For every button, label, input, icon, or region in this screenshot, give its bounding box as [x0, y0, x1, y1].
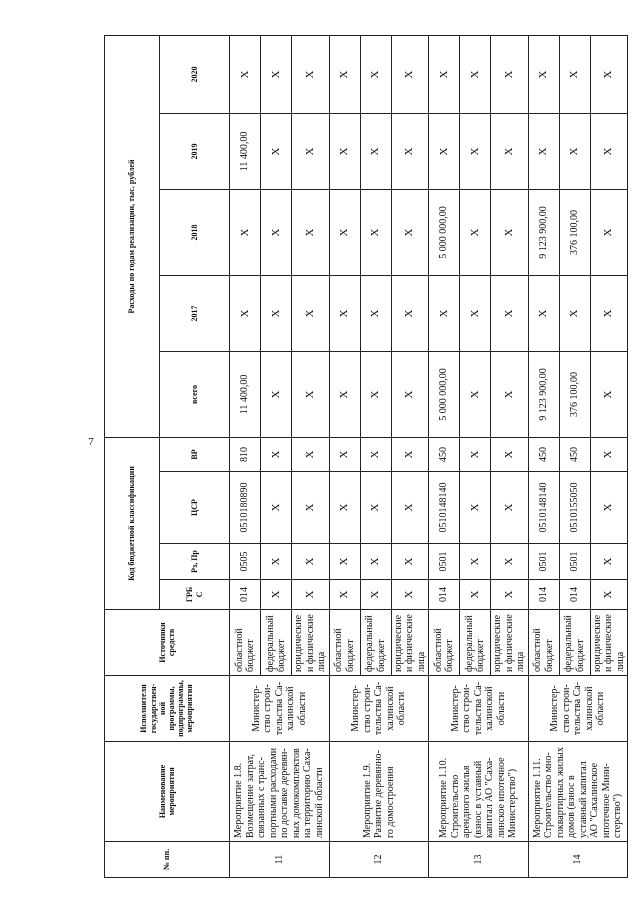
y2017-cell: X — [460, 275, 491, 351]
y2020-cell: X — [460, 35, 491, 113]
rzpr-cell: X — [292, 544, 330, 580]
y2020-cell: X — [261, 35, 292, 113]
header-2017: 2017 — [160, 275, 230, 351]
total-cell: X — [391, 351, 429, 437]
source-cell: юридические и физические лица — [391, 610, 429, 676]
source-cell: областной бюджет — [429, 610, 460, 676]
grbs-cell: 014 — [429, 580, 460, 610]
y2019-cell: X — [292, 113, 330, 189]
y2018-cell: X — [590, 189, 628, 275]
table-body — [230, 35, 628, 877]
source-cell: областной бюджет — [528, 610, 559, 676]
rzpr-cell: X — [460, 544, 491, 580]
y2017-cell: X — [391, 275, 429, 351]
source-cell: федеральный бюджет — [261, 610, 292, 676]
table-row — [329, 35, 360, 877]
y2020-cell: X — [590, 35, 628, 113]
csr-cell: X — [360, 472, 391, 544]
page-number: 7 — [88, 436, 94, 448]
grbs-cell: X — [360, 580, 391, 610]
header-rzpr: Рз, Пр — [160, 544, 230, 580]
grbs-cell: 014 — [528, 580, 559, 610]
grbs-cell: X — [590, 580, 628, 610]
y2020-cell: X — [559, 35, 590, 113]
y2017-cell: X — [329, 275, 360, 351]
rzpr-cell: X — [590, 544, 628, 580]
y2018-cell: X — [230, 189, 261, 275]
y2017-cell: X — [590, 275, 628, 351]
header-code-group: Код бюджетной классификации — [105, 437, 160, 609]
vr-cell: X — [329, 437, 360, 471]
vr-cell: 810 — [230, 437, 261, 471]
rzpr-cell: X — [329, 544, 360, 580]
vr-cell: 450 — [429, 437, 460, 471]
csr-cell: X — [292, 472, 330, 544]
y2020-cell: X — [391, 35, 429, 113]
grbs-cell: X — [391, 580, 429, 610]
y2017-cell: X — [261, 275, 292, 351]
table-wrapper — [104, 36, 626, 878]
grbs-cell: X — [460, 580, 491, 610]
csr-cell: X — [460, 472, 491, 544]
total-cell: 5 000 000,00 — [429, 351, 460, 437]
source-cell: областной бюджет — [329, 610, 360, 676]
vr-cell: 450 — [559, 437, 590, 471]
header-2018: 2018 — [160, 189, 230, 275]
y2019-cell: X — [391, 113, 429, 189]
header-num: № пп. — [105, 842, 230, 878]
y2018-cell: X — [491, 189, 529, 275]
source-cell: областной бюджет — [230, 610, 261, 676]
header-expenses-group: Расходы по годам реализации, тыс. рублей — [105, 35, 160, 437]
measure-name-cell: Мероприятие 1.11. Строительство мно-гоквартирных жилых домов (взнос в уставный капитал АО "Сахалинское ипотечное Мини-стерство") — [528, 742, 628, 842]
grbs-cell: 014 — [230, 580, 261, 610]
csr-cell: X — [329, 472, 360, 544]
total-cell: X — [360, 351, 391, 437]
y2017-cell: X — [559, 275, 590, 351]
grbs-cell: X — [329, 580, 360, 610]
table-row — [528, 35, 559, 877]
row-number-cell: 13 — [429, 842, 529, 878]
y2019-cell: X — [261, 113, 292, 189]
total-cell: 376 100,00 — [559, 351, 590, 437]
grbs-cell: 014 — [559, 580, 590, 610]
row-number-cell: 14 — [528, 842, 628, 878]
vr-cell: 450 — [528, 437, 559, 471]
y2018-cell: X — [460, 189, 491, 275]
y2018-cell: 9 123 900,00 — [528, 189, 559, 275]
y2017-cell: X — [528, 275, 559, 351]
y2019-cell: X — [491, 113, 529, 189]
table-row — [429, 35, 460, 877]
row-number-cell: 11 — [230, 842, 330, 878]
row-number-cell: 12 — [329, 842, 429, 878]
total-cell: X — [590, 351, 628, 437]
vr-cell: X — [491, 437, 529, 471]
y2017-cell: X — [292, 275, 330, 351]
executor-cell: Министер-ство строи-тельства Са-халинской области — [230, 676, 330, 742]
y2017-cell: X — [429, 275, 460, 351]
measure-name-cell: Мероприятие 1.9. Развитие деревянно-го домостроения — [329, 742, 429, 842]
table-row — [230, 35, 261, 877]
y2020-cell: X — [292, 35, 330, 113]
y2019-cell: X — [559, 113, 590, 189]
y2018-cell: X — [292, 189, 330, 275]
y2019-cell: 11 400,00 — [230, 113, 261, 189]
y2018-cell: 376 100,00 — [559, 189, 590, 275]
y2019-cell: X — [429, 113, 460, 189]
y2019-cell: X — [528, 113, 559, 189]
header-total: всего — [160, 351, 230, 437]
rotated-table-area — [104, 36, 626, 878]
y2018-cell: X — [329, 189, 360, 275]
source-cell: федеральный бюджет — [559, 610, 590, 676]
header-source: Источники средств — [105, 610, 230, 676]
source-cell: федеральный бюджет — [360, 610, 391, 676]
measure-name-cell: Мероприятие 1.8. Возмещение затрат, связанных с транс-портными расходами по доставке деревян-ных домокомплектов на территорию Саха-линской области — [230, 742, 330, 842]
total-cell: X — [460, 351, 491, 437]
total-cell: 11 400,00 — [230, 351, 261, 437]
y2020-cell: X — [528, 35, 559, 113]
rzpr-cell: 0501 — [429, 544, 460, 580]
y2017-cell: X — [360, 275, 391, 351]
y2017-cell: X — [230, 275, 261, 351]
y2020-cell: X — [491, 35, 529, 113]
grbs-cell: X — [292, 580, 330, 610]
y2019-cell: X — [590, 113, 628, 189]
y2020-cell: X — [429, 35, 460, 113]
vr-cell: X — [460, 437, 491, 471]
y2017-cell: X — [491, 275, 529, 351]
total-cell: 9 123 900,00 — [528, 351, 559, 437]
y2019-cell: X — [360, 113, 391, 189]
vr-cell: X — [360, 437, 391, 471]
header-vr: ВР — [160, 437, 230, 471]
csr-cell: 0510148140 — [429, 472, 460, 544]
grbs-cell: X — [491, 580, 529, 610]
header-grbs: ГРБ С — [160, 580, 230, 610]
rzpr-cell: 0501 — [559, 544, 590, 580]
vr-cell: X — [292, 437, 330, 471]
csr-cell: X — [590, 472, 628, 544]
source-cell: юридические и физические лица — [292, 610, 330, 676]
y2018-cell: X — [261, 189, 292, 275]
y2020-cell: X — [360, 35, 391, 113]
csr-cell: 0510148140 — [528, 472, 559, 544]
csr-cell: X — [491, 472, 529, 544]
budget-table — [104, 35, 628, 878]
total-cell: X — [292, 351, 330, 437]
vr-cell: X — [391, 437, 429, 471]
total-cell: X — [261, 351, 292, 437]
csr-cell: 0510155050 — [559, 472, 590, 544]
source-cell: юридические и физические лица — [491, 610, 529, 676]
header-exec: Исполнители государствен-ной программы, подпрограммы, мероприятия — [105, 676, 230, 742]
y2019-cell: X — [460, 113, 491, 189]
vr-cell: X — [261, 437, 292, 471]
source-cell: юридические и физические лица — [590, 610, 628, 676]
header-csr: ЦСР — [160, 472, 230, 544]
csr-cell: X — [391, 472, 429, 544]
y2018-cell: X — [391, 189, 429, 275]
grbs-cell: X — [261, 580, 292, 610]
rzpr-cell: X — [360, 544, 391, 580]
total-cell: X — [491, 351, 529, 437]
rzpr-cell: X — [261, 544, 292, 580]
rzpr-cell: 0505 — [230, 544, 261, 580]
executor-cell: Министер-ство строи-тельства Са-халинской области — [528, 676, 628, 742]
executor-cell: Министер-ство строи-тельства Са-халинской области — [329, 676, 429, 742]
header-2020: 2020 — [160, 35, 230, 113]
rzpr-cell: X — [491, 544, 529, 580]
csr-cell: X — [261, 472, 292, 544]
source-cell: федеральный бюджет — [460, 610, 491, 676]
y2018-cell: 5 000 000,00 — [429, 189, 460, 275]
y2019-cell: X — [329, 113, 360, 189]
executor-cell: Министер-ство строи-тельства Са-халинской области — [429, 676, 529, 742]
y2018-cell: X — [360, 189, 391, 275]
csr-cell: 0510180890 — [230, 472, 261, 544]
header-2019: 2019 — [160, 113, 230, 189]
y2020-cell: X — [329, 35, 360, 113]
y2020-cell: X — [230, 35, 261, 113]
header-name: Наименование мероприятия — [105, 742, 230, 842]
total-cell: X — [329, 351, 360, 437]
vr-cell: X — [590, 437, 628, 471]
measure-name-cell: Мероприятие 1.10. Строительство арендного жилья (взнос в уставный капитал АО "Саха-линское ипотечное Министерство") — [429, 742, 529, 842]
rzpr-cell: X — [391, 544, 429, 580]
rzpr-cell: 0501 — [528, 544, 559, 580]
